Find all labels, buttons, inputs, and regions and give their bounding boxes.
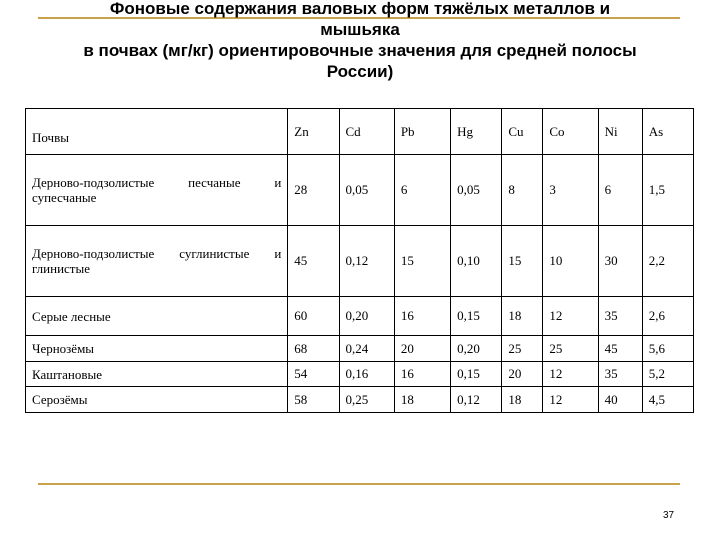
value-cell: 18 [502,387,543,413]
value-cell: 12 [543,362,598,387]
heavy-metals-table [25,108,694,413]
column-header-cu: Cu [502,109,543,155]
column-header-hg: Hg [451,109,502,155]
value-cell: 30 [598,226,642,297]
value-cell: 2,2 [642,226,693,297]
column-header-co: Co [543,109,598,155]
value-cell: 0,15 [451,362,502,387]
bottom-rule [38,483,680,485]
value-cell: 0,16 [339,362,394,387]
title-line-4: России) [326,62,394,81]
value-cell: 0,05 [451,155,502,226]
value-cell: 5,6 [642,336,693,362]
title-line-3: в почвах (мг/кг) ориентировочные значения для средней полосы [83,41,637,60]
value-cell: 18 [502,297,543,336]
value-cell: 20 [502,362,543,387]
column-header-zn: Zn [288,109,339,155]
column-header-ni: Ni [598,109,642,155]
value-cell: 58 [288,387,339,413]
value-cell: 8 [502,155,543,226]
value-cell: 2,6 [642,297,693,336]
value-cell: 0,05 [339,155,394,226]
value-cell: 12 [543,297,598,336]
value-cell: 15 [394,226,450,297]
value-cell: 0,10 [451,226,502,297]
table-row [26,297,694,336]
value-cell: 54 [288,362,339,387]
soil-name-cell: Дерново-подзолистые суглинистые и глинистые [26,226,288,297]
table-row [26,226,694,297]
value-cell: 4,5 [642,387,693,413]
table-row [26,387,694,413]
table-row [26,362,694,387]
table-row [26,155,694,226]
column-header-cd: Cd [339,109,394,155]
value-cell: 25 [543,336,598,362]
value-cell: 5,2 [642,362,693,387]
soil-column-header: Почвы [26,109,288,155]
value-cell: 18 [394,387,450,413]
table-row [26,336,694,362]
value-cell: 35 [598,362,642,387]
value-cell: 0,12 [451,387,502,413]
page-number: 37 [663,510,675,521]
value-cell: 68 [288,336,339,362]
page-title [0,0,720,82]
value-cell: 15 [502,226,543,297]
value-cell: 35 [598,297,642,336]
soil-name-cell: Серые лесные [26,297,288,336]
value-cell: 28 [288,155,339,226]
value-cell: 3 [543,155,598,226]
soil-name-cell: Серозёмы [26,387,288,413]
value-cell: 6 [598,155,642,226]
table-header-row [26,109,694,155]
value-cell: 16 [394,297,450,336]
value-cell: 0,25 [339,387,394,413]
value-cell: 12 [543,387,598,413]
value-cell: 45 [598,336,642,362]
value-cell: 0,20 [451,336,502,362]
title-line-2: мышьяка [320,20,400,39]
value-cell: 10 [543,226,598,297]
title-line-1: Фоновые содержания валовых форм тяжёлых металлов и [109,0,611,18]
soil-name-cell: Дерново-подзолистые песчаные и супесчаные [26,155,288,226]
value-cell: 25 [502,336,543,362]
value-cell: 40 [598,387,642,413]
column-header-as: As [642,109,693,155]
value-cell: 0,12 [339,226,394,297]
soil-name-cell: Чернозёмы [26,336,288,362]
value-cell: 45 [288,226,339,297]
value-cell: 0,20 [339,297,394,336]
value-cell: 0,15 [451,297,502,336]
value-cell: 1,5 [642,155,693,226]
soil-name-cell: Каштановые [26,362,288,387]
value-cell: 16 [394,362,450,387]
column-header-pb: Pb [394,109,450,155]
value-cell: 6 [394,155,450,226]
value-cell: 0,24 [339,336,394,362]
value-cell: 60 [288,297,339,336]
value-cell: 20 [394,336,450,362]
